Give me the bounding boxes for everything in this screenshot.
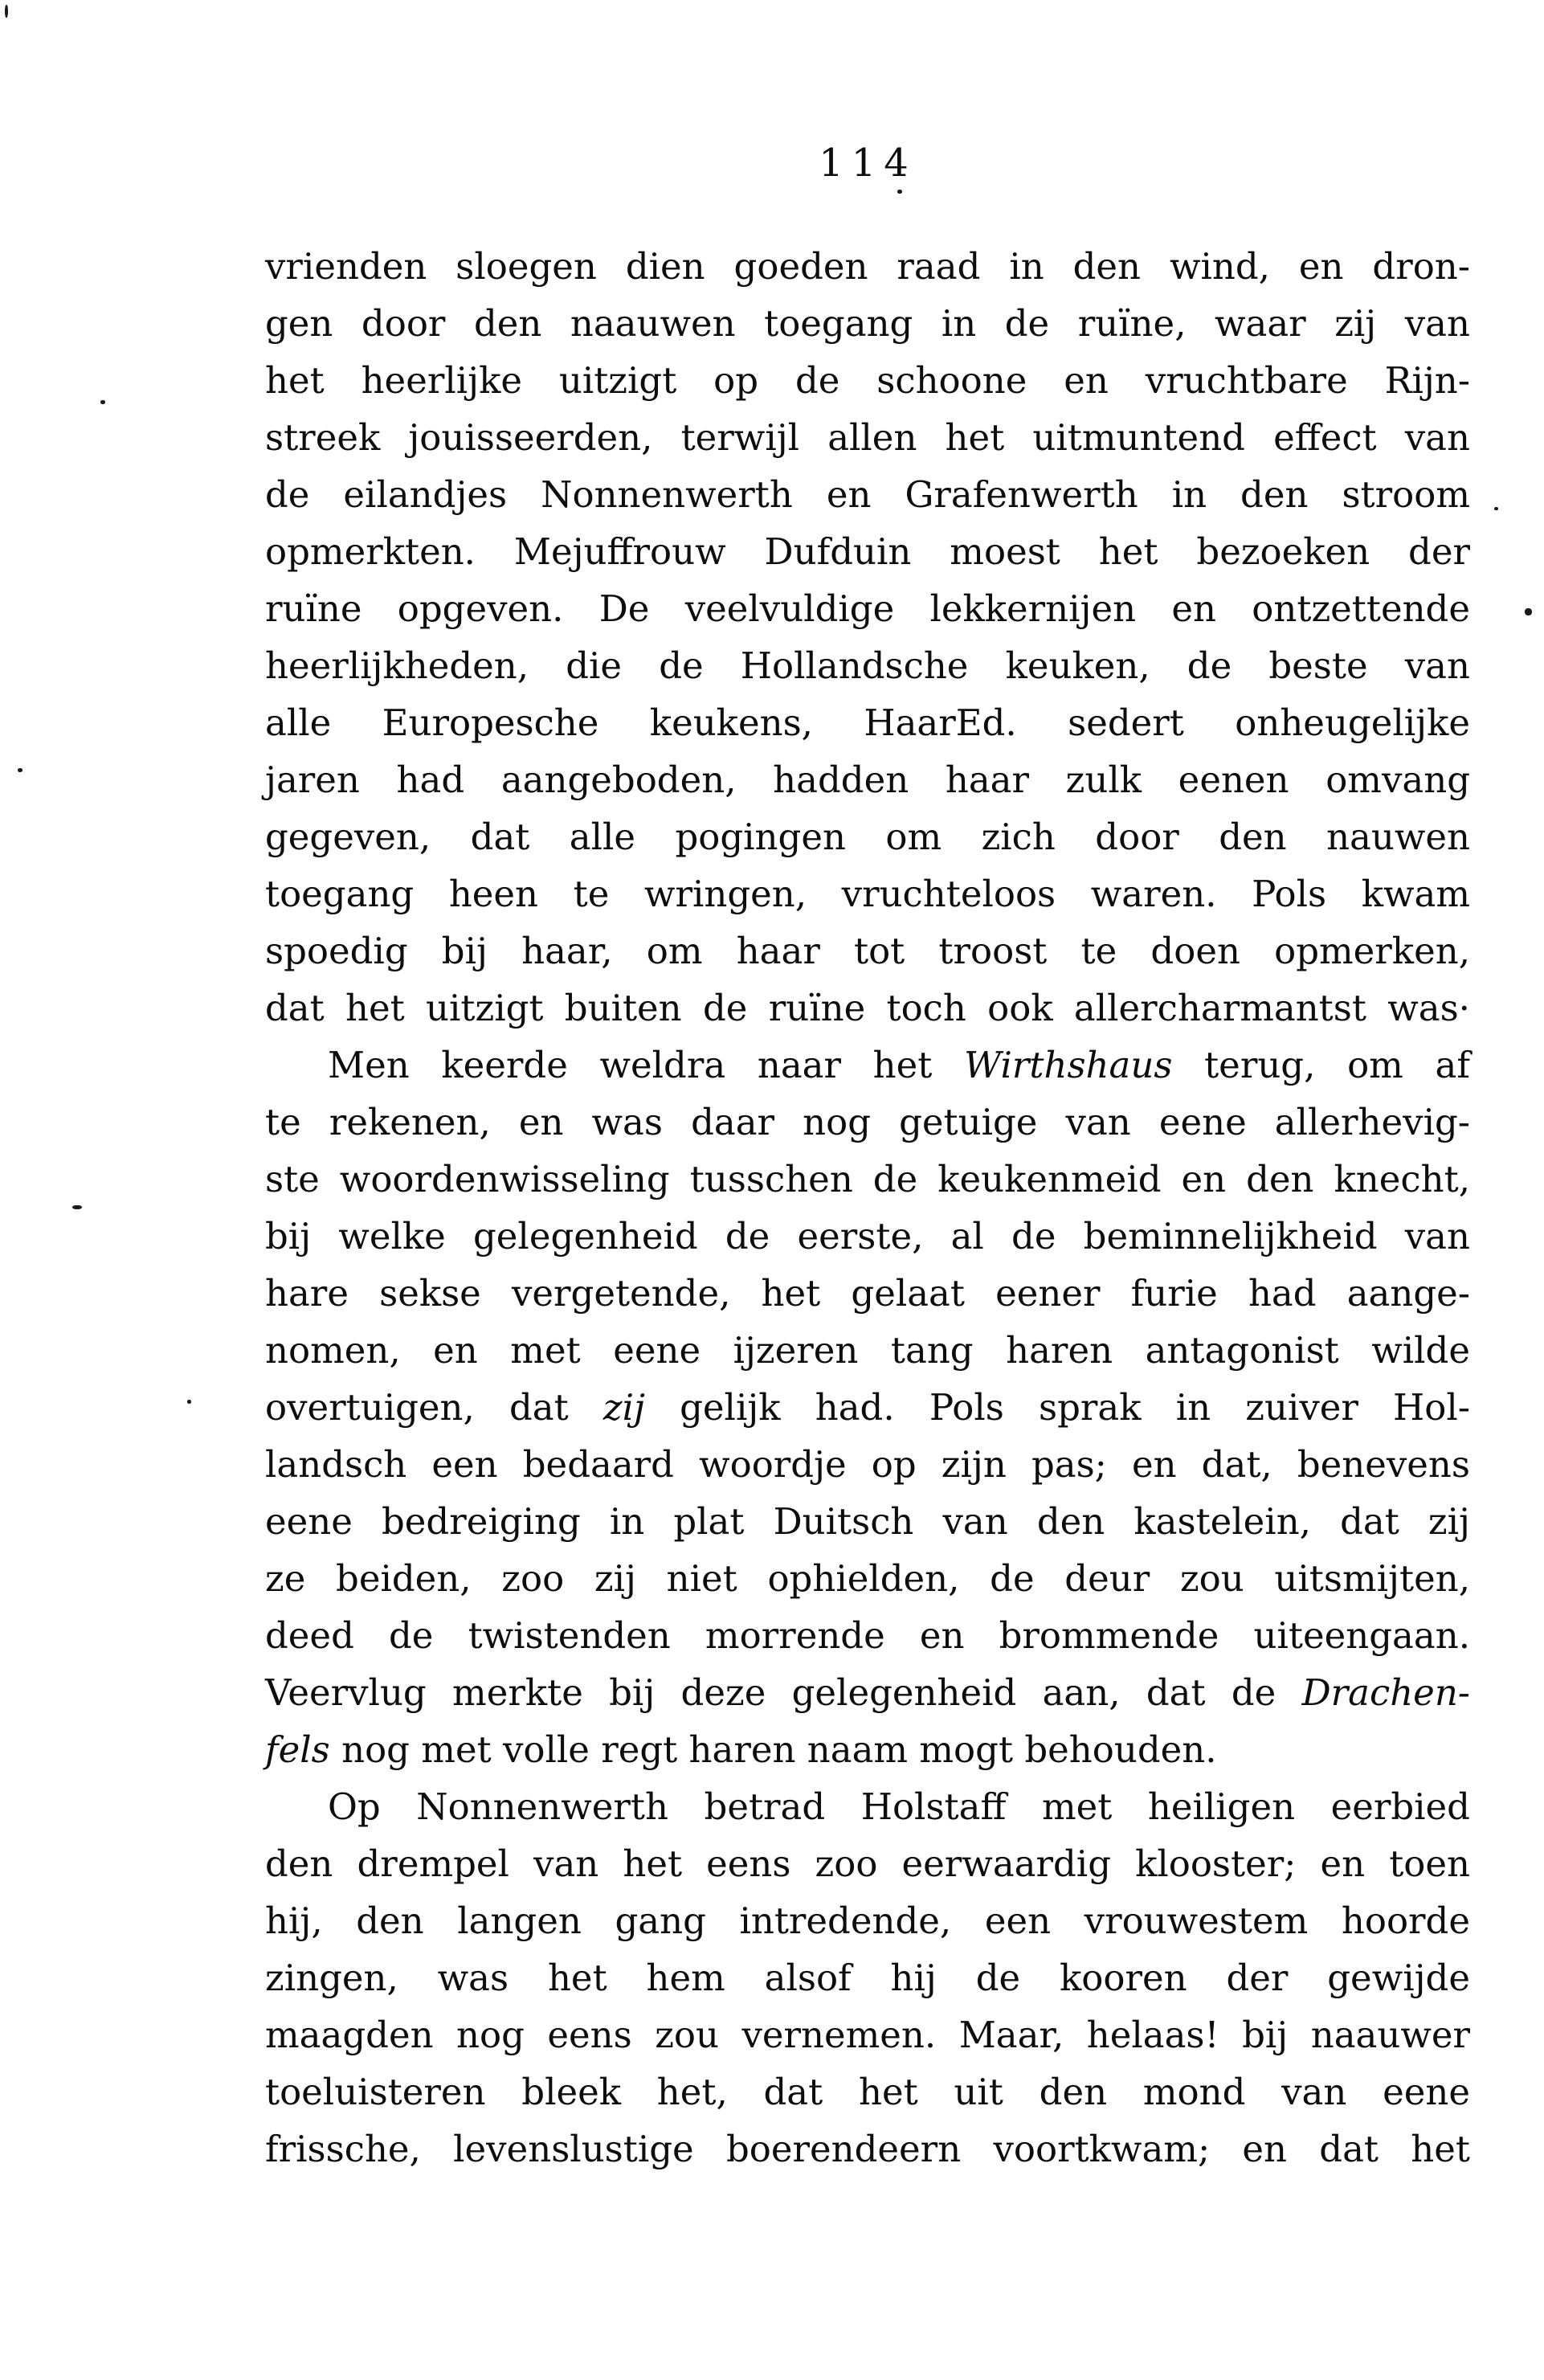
text-line — [265, 352, 1470, 409]
text-segment: streek jouisseerden, terwijl allen het uitmuntend effect van — [265, 416, 1470, 459]
text-segment: vrienden sloegen dien goeden raad in den wind, en dron- — [265, 245, 1470, 288]
text-line — [265, 1436, 1470, 1493]
text-line — [265, 1151, 1470, 1208]
text-line — [265, 1721, 1470, 1778]
text-segment: hare sekse vergetende, het gelaat eener furie had aange- — [265, 1272, 1470, 1315]
text-segment: den drempel van het eens zoo eerwaardig klooster; en toen — [265, 1842, 1470, 1885]
text-line — [265, 1208, 1470, 1265]
text-line — [265, 2063, 1470, 2120]
text-segment: het heerlijke uitzigt op de schoone en vruchtbare Rijn- — [265, 359, 1470, 402]
text-segment: hij, den langen gang intredende, een vrouwestem hoorde — [265, 1900, 1470, 1942]
text-segment: Men keerde weldra naar het — [328, 1044, 965, 1086]
text-line — [265, 409, 1470, 466]
italic-text-segment: Wirthshaus — [964, 1044, 1173, 1086]
text-line — [265, 1550, 1470, 1607]
text-line — [265, 865, 1470, 922]
text-segment: deed de twistenden morrende en brommende uiteengaan. — [265, 1614, 1470, 1657]
text-line — [265, 1607, 1470, 1664]
text-line — [265, 466, 1470, 523]
scan-speck — [187, 1400, 191, 1404]
text-block — [265, 238, 1470, 2178]
text-line — [265, 1265, 1470, 1322]
text-segment: Op Nonnenwerth betrad Holstaff met heiligen eerbied — [328, 1785, 1470, 1828]
text-line — [265, 1778, 1470, 1835]
text-segment: landsch een bedaard woordje op zijn pas; en dat, benevens — [265, 1443, 1470, 1486]
text-segment: maagden nog eens zou vernemen. Maar, helaas! bij naauwer — [265, 2014, 1470, 2056]
text-line — [265, 2006, 1470, 2063]
text-line — [265, 751, 1470, 808]
text-segment: bij welke gelegenheid de eerste, al de beminnelijkheid van — [265, 1215, 1470, 1257]
text-line — [265, 1892, 1470, 1949]
scan-speck — [1525, 608, 1532, 615]
scan-speck — [72, 1205, 82, 1209]
scan-speck — [5, 5, 8, 18]
text-segment: te rekenen, en was daar nog getuige van eene allerhevig- — [265, 1101, 1470, 1143]
text-line — [265, 1835, 1470, 1892]
italic-text-segment: Drachen- — [1301, 1671, 1470, 1714]
text-line — [265, 1493, 1470, 1550]
text-segment: alle Europesche keukens, HaarEd. sedert onheugelijke — [265, 701, 1470, 744]
text-segment: nomen, en met eene ijzeren tang haren antagonist wilde — [265, 1329, 1470, 1372]
text-segment: gelijk had. Pols sprak in zuiver Hol- — [644, 1386, 1470, 1429]
text-segment: zingen, was het hem alsof hij de kooren der gewijde — [265, 1957, 1470, 1999]
text-line — [265, 1949, 1470, 2006]
text-line — [265, 922, 1470, 979]
text-segment: heerlijkheden, die de Hollandsche keuken, de beste van — [265, 644, 1470, 687]
scan-speck — [897, 190, 902, 194]
scan-speck — [18, 768, 22, 772]
text-segment: overtuigen, dat — [265, 1386, 603, 1429]
text-segment: nog met volle regt haren naam mogt behouden. — [329, 1728, 1217, 1771]
text-line — [265, 979, 1470, 1037]
text-segment: spoedig bij haar, om haar tot troost te doen opmerken, — [265, 930, 1470, 972]
text-segment: jaren had aangeboden, hadden haar zulk eenen omvang — [265, 759, 1470, 801]
text-line — [265, 2120, 1470, 2178]
text-segment: ste woordenwisseling tusschen de keukenmeid en den knecht, — [265, 1158, 1470, 1200]
text-line — [265, 694, 1470, 751]
text-segment: terug, om af — [1172, 1044, 1470, 1086]
text-segment: Veervlug merkte bij deze gelegenheid aan, dat de — [265, 1671, 1302, 1714]
text-segment: ze beiden, zoo zij niet ophielden, de deur zou uitsmijten, — [265, 1557, 1470, 1600]
text-segment: opmerkten. Mejuffrouw Dufduin moest het bezoeken der — [265, 530, 1470, 573]
text-line — [265, 1379, 1470, 1436]
text-segment: toegang heen te wringen, vruchteloos waren. Pols kwam — [265, 873, 1470, 915]
scan-speck — [100, 400, 105, 404]
text-line — [265, 1664, 1470, 1721]
text-line — [265, 295, 1470, 352]
text-segment: toeluisteren bleek het, dat het uit den mond van eene — [265, 2071, 1470, 2113]
text-line — [265, 580, 1470, 637]
text-line — [265, 238, 1470, 295]
text-line — [265, 1322, 1470, 1379]
text-segment: gen door den naauwen toegang in de ruïne, waar zij van — [265, 302, 1470, 345]
text-line — [265, 1094, 1470, 1151]
text-segment: de eilandjes Nonnenwerth en Grafenwerth in den stroom — [265, 473, 1470, 516]
italic-text-segment: zij — [602, 1386, 645, 1429]
text-line — [265, 808, 1470, 865]
italic-text-segment: fels — [265, 1728, 330, 1771]
text-segment: ruïne opgeven. De veelvuldige lekkernijen en ontzettende — [265, 587, 1470, 630]
text-segment: gegeven, dat alle pogingen om zich door den nauwen — [265, 816, 1470, 858]
text-line — [265, 523, 1470, 580]
text-line — [265, 1037, 1470, 1094]
text-segment: dat het uitzigt buiten de ruïne toch ook allercharmantst was· — [265, 987, 1470, 1029]
text-segment: frissche, levenslustige boerendeern voortkwam; en dat het — [265, 2128, 1470, 2170]
text-segment: eene bedreiging in plat Duitsch van den kastelein, dat zij — [265, 1500, 1470, 1543]
page-number: 114 — [819, 141, 917, 186]
text-line — [265, 637, 1470, 694]
scan-speck — [1494, 507, 1498, 510]
